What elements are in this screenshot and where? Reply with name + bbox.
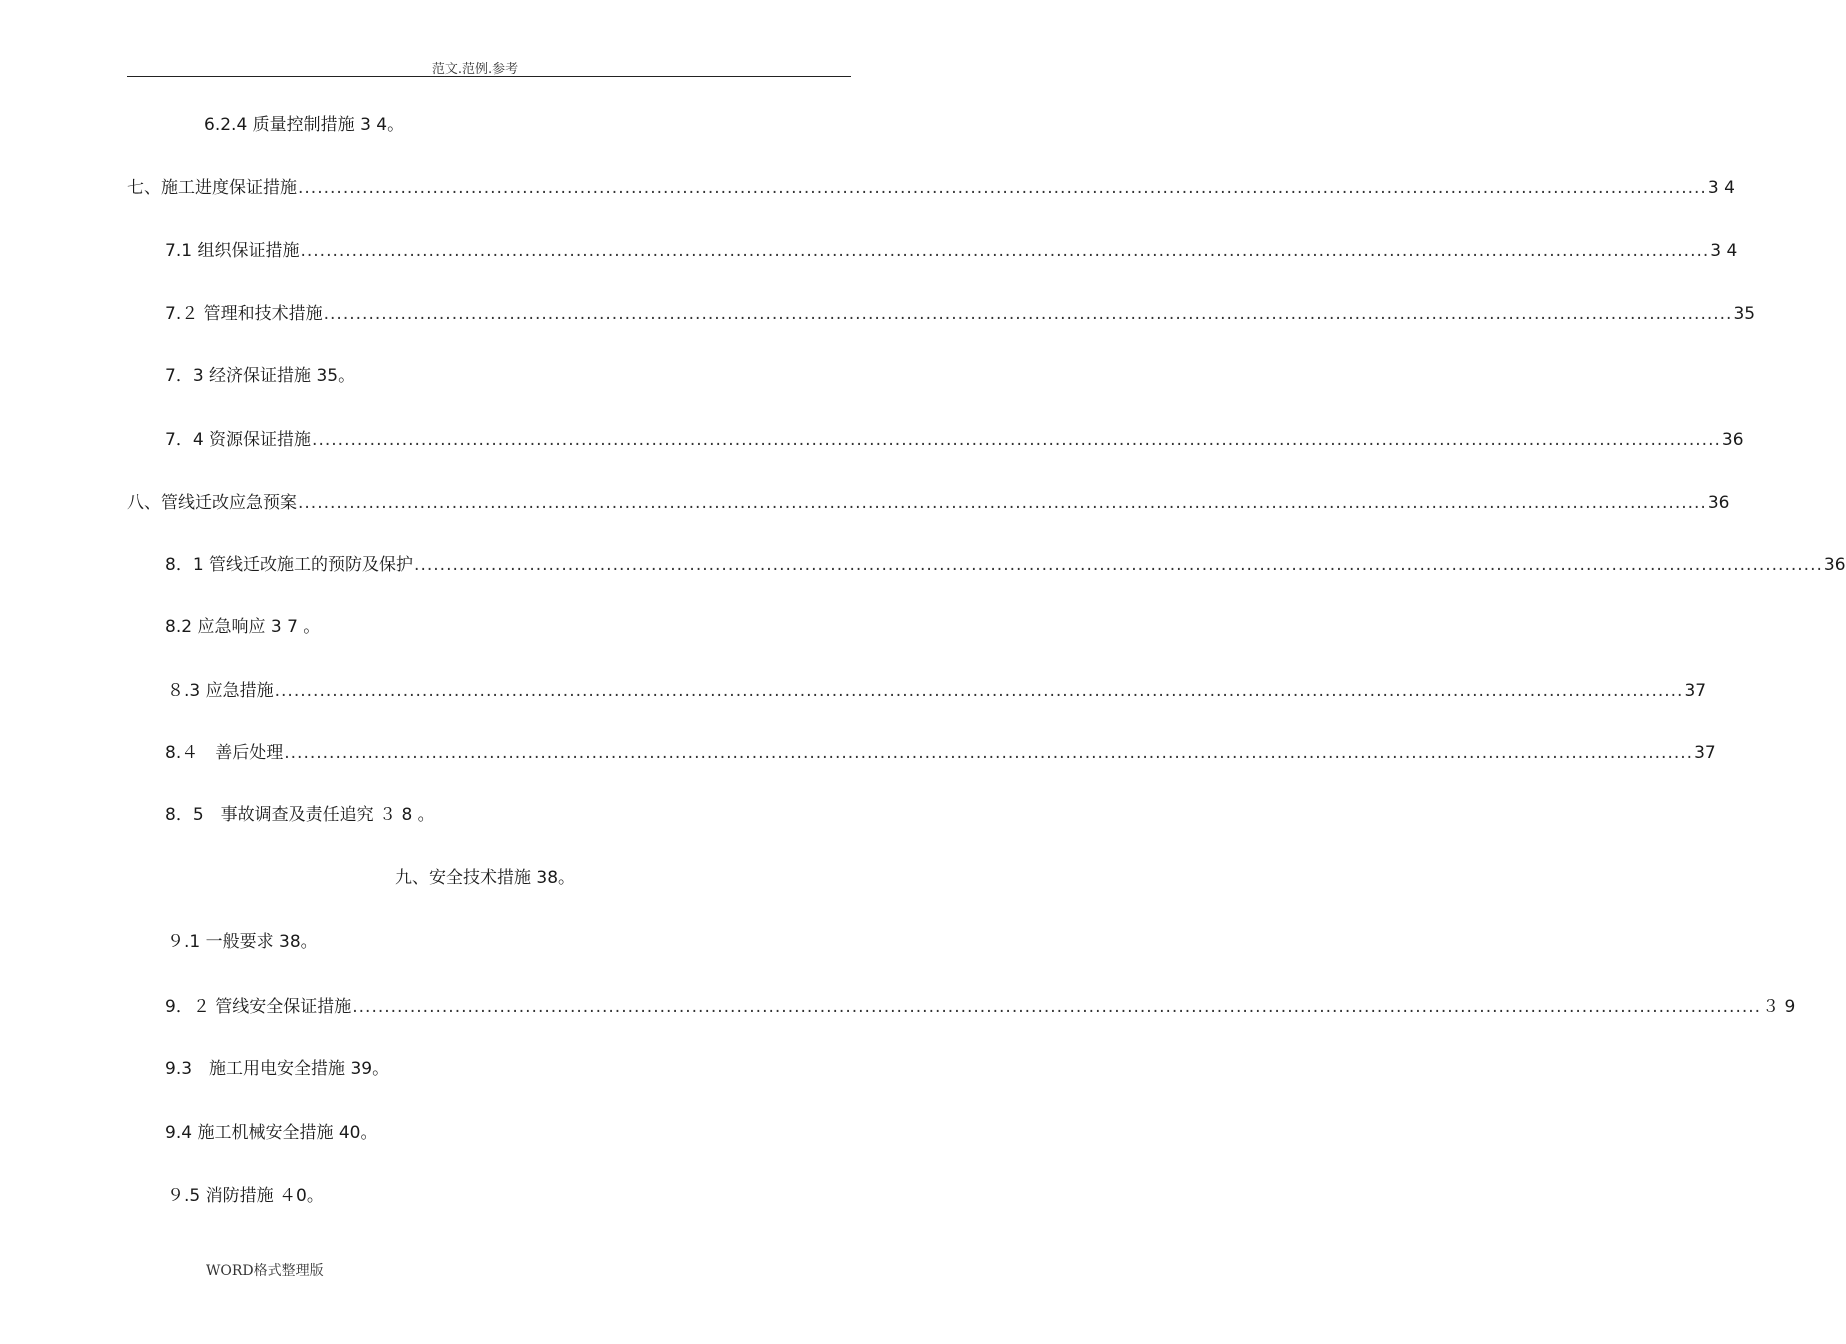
toc-entry-label: 七、施工进度保证措施 [127,178,297,198]
toc-entry-8-4[interactable] [165,741,1716,765]
toc-entry-label: 8.2 应急响应 3 7 。 [165,617,321,637]
toc-entry-page: 35 [1733,304,1756,324]
toc-leader-dots: ............................................................................................................................................................................................................................ [414,555,1823,575]
toc-leader-dots: ............................................................................................................................................................................................................................ [284,743,1694,763]
toc-entry-9-3[interactable] [165,1057,389,1081]
toc-entry-page: 36 [1721,430,1744,450]
toc-entry-7-1[interactable] [165,239,1738,263]
toc-entry-page: 37 [1694,743,1716,763]
toc-entry-section-7[interactable] [127,176,1735,200]
toc-entry-label: 八、管线迁改应急预案 [127,493,297,513]
toc-entry-6-2-4[interactable] [204,113,404,137]
toc-entry-8-5[interactable] [165,803,435,827]
toc-entry-label: 7.２ 管理和技术措施 [165,304,323,324]
toc-entry-7-4[interactable] [165,428,1744,452]
toc-entry-label: 9.3 施工用电安全措施 39。 [165,1059,390,1079]
page-footer: WORD格式整理版 [206,1263,324,1279]
toc-entry-9-1[interactable] [167,930,318,954]
toc-entry-label: 7.1 组织保证措施 [165,241,300,261]
toc-entry-label: 8．5 事故调查及责任追究 ３ 8 。 [165,805,435,825]
toc-entry-label: 9.4 施工机械安全措施 40。 [165,1123,378,1143]
toc-entry-8-3[interactable] [167,679,1707,703]
toc-entry-section-8[interactable] [127,491,1730,515]
toc-leader-dots: ............................................................................................................................................................................................................................ [298,178,1707,198]
toc-entry-page: 3 4 [1707,178,1735,198]
toc-entry-9-2[interactable] [165,995,1796,1019]
header-rule [127,76,851,77]
toc-entry-7-3[interactable] [165,364,355,388]
toc-leader-dots: ............................................................................................................................................................................................................................ [312,430,1721,450]
toc-entry-page: ３ 9 [1762,997,1796,1017]
toc-entry-7-2[interactable] [165,302,1756,326]
toc-entry-page: 3 4 [1710,241,1738,261]
toc-entry-label: 7．3 经济保证措施 35。 [165,366,356,386]
toc-entry-label: ９.1 一般要求 38。 [167,932,318,952]
toc-leader-dots: ............................................................................................................................................................................................................................ [300,241,1710,261]
toc-leader-dots: ............................................................................................................................................................................................................................ [352,997,1762,1017]
toc-entry-label: ８.3 应急措施 [167,681,274,701]
toc-entry-page: 36 [1823,555,1846,575]
toc-leader-dots: ............................................................................................................................................................................................................................ [274,681,1684,701]
toc-entry-label: 九、安全技术措施 38。 [395,868,576,888]
toc-entry-9-4[interactable] [165,1121,377,1145]
toc-entry-8-2[interactable] [165,615,320,639]
page-header: 范文.范例.参考 [431,62,519,77]
toc-entry-page: 37 [1684,681,1707,701]
toc-entry-label: 8.４ 善后处理 [165,743,284,763]
toc-leader-dots: ............................................................................................................................................................................................................................ [323,304,1733,324]
toc-entry-label: 6.2.4 质量控制措施 3 4。 [204,115,405,135]
toc-entry-section-9[interactable] [395,866,575,890]
toc-entry-label: 8．1 管线迁改施工的预防及保护 [165,555,414,575]
toc-entry-page: 36 [1707,493,1730,513]
toc-leader-dots: ............................................................................................................................................................................................................................ [298,493,1707,513]
toc-entry-label: 7．4 资源保证措施 [165,430,312,450]
toc-entry-8-1[interactable] [165,553,1846,577]
toc-entry-label: 9．２ 管线安全保证措施 [165,997,352,1017]
toc-entry-label: ９.5 消防措施 ４0。 [167,1186,324,1206]
toc-entry-9-5[interactable] [167,1184,324,1208]
